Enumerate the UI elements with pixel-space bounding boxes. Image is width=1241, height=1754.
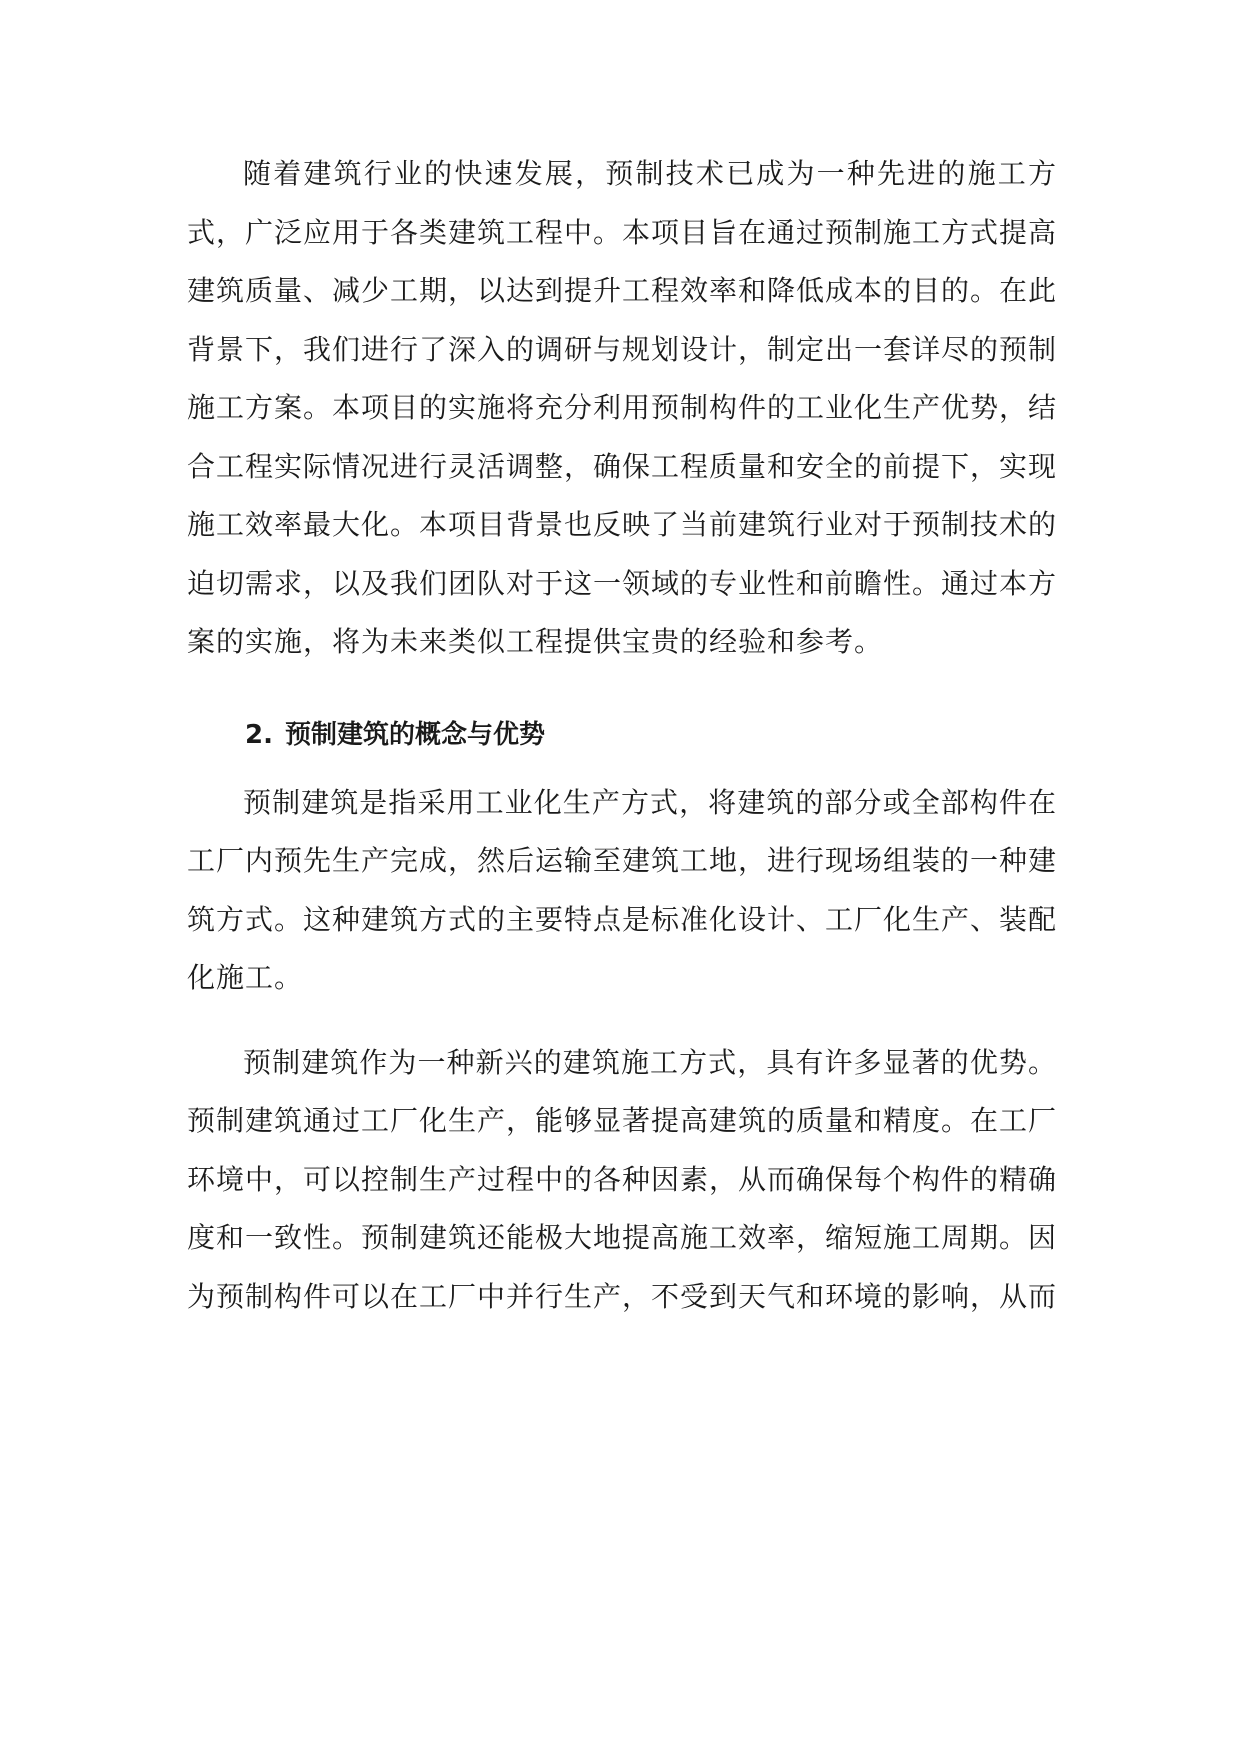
section-number: 2. bbox=[245, 719, 273, 750]
intro-paragraph: 随着建筑行业的快速发展，预制技术已成为一种先进的施工方式，广泛应用于各类建筑工程中。本项目旨在通过预制施工方式提高建筑质量、减少工期，以达到提升工程效率和降低成本的目的。在此背景下，我们进行了深入的调研与规划设计，制定出一套详尽的预制施工方案。本项目的实施将充分利用预制构件的工业化生产优势，结合工程实际情况进行灵活调整，确保工程质量和安全的前提下，实现施工效率最大化。本项目背景也反映了当前建筑行业对于预制技术的迫切需求，以及我们团队对于这一领域的专业性和前瞻性。通过本方案的实施，将为未来类似工程提供宝贵的经验和参考。 bbox=[187, 157, 1058, 658]
section-title: 预制建筑的概念与优势 bbox=[285, 719, 546, 750]
section-paragraph-definition: 预制建筑是指采用工业化生产方式，将建筑的部分或全部构件在工厂内预先生产完成，然后运输至建筑工地，进行现场组装的一种建筑方式。这种建筑方式的主要特点是标准化设计、工厂化生产、装配化施工。 bbox=[187, 785, 1058, 994]
section-paragraph-advantages: 预制建筑作为一种新兴的建筑施工方式，具有许多显著的优势。预制建筑通过工厂化生产，能够显著提高建筑的质量和精度。在工厂环境中，可以控制生产过程中的各种因素，从而确保每个构件的精确度和一致性。预制建筑还能极大地提高施工效率，缩短施工周期。因为预制构件可以在工厂中并行生产，不受到天气和环境的影响，从而 bbox=[187, 1045, 1058, 1313]
section-heading bbox=[187, 706, 1057, 764]
document-page bbox=[187, 145, 1057, 1326]
